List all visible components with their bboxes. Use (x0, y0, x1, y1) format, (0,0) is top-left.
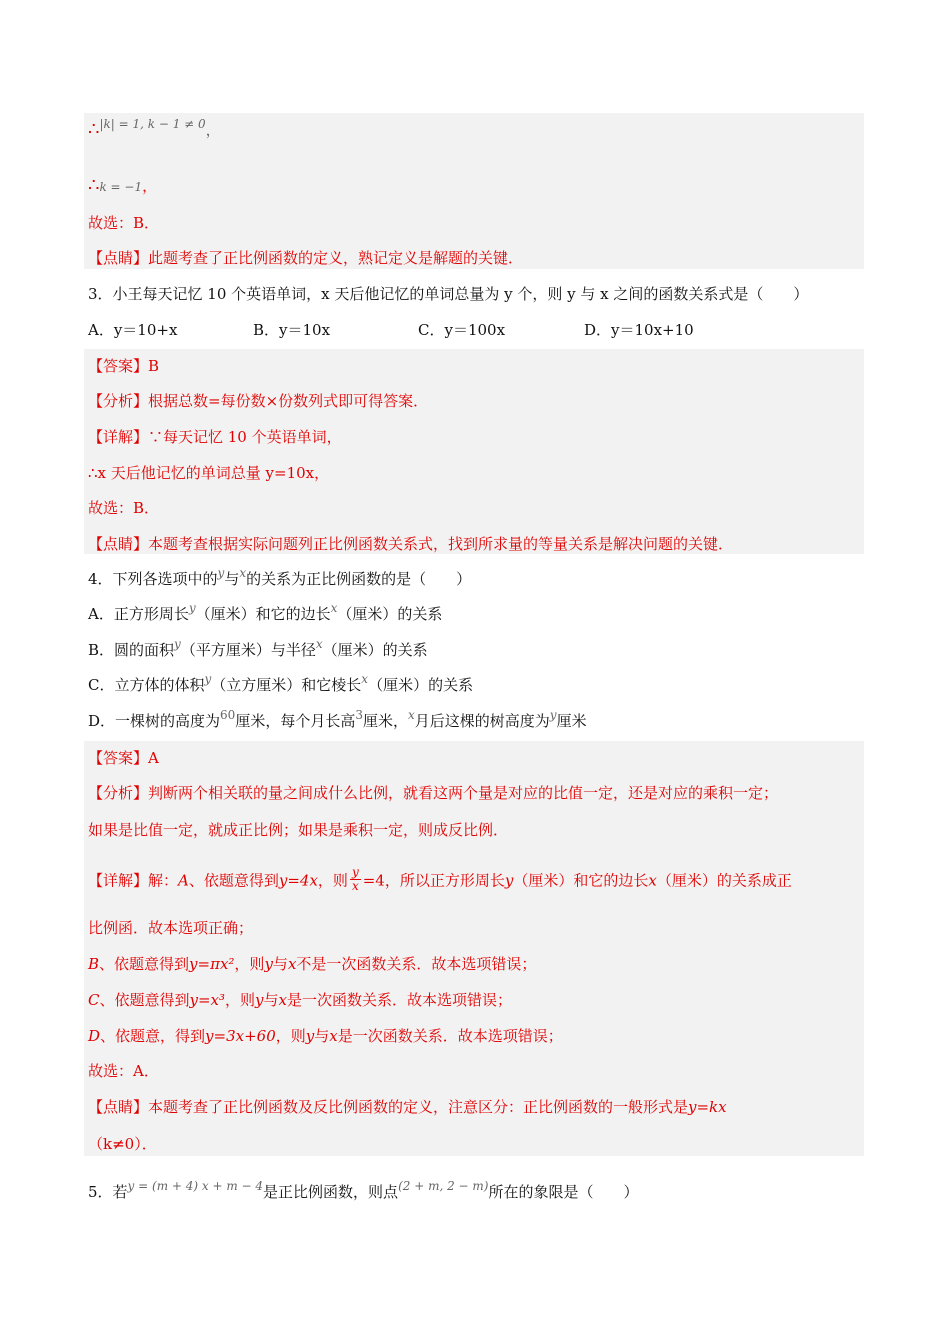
option-text: （厘米）的关系 (322, 641, 428, 659)
detail-text: 不是一次函数关系．故本选项错误； (296, 955, 537, 973)
detail-math: y=x³ (189, 991, 226, 1009)
punctuation: ， (205, 121, 221, 139)
detail-text: A (178, 871, 189, 890)
detail-text: D (88, 1027, 101, 1045)
math-number: 3 (355, 708, 363, 722)
detail-math: y (264, 955, 273, 973)
option-text: （立方厘米）和它棱长 (211, 676, 362, 694)
detail-text: ，则 (275, 1027, 306, 1045)
question-4-stem (88, 566, 472, 590)
question-3-option-a: A．y＝10+x (88, 321, 178, 339)
question-4-option-b (88, 637, 428, 661)
detail-math: x (287, 955, 297, 973)
detail-text: 、依题意得到 (188, 871, 279, 890)
stem-text: 与 (224, 570, 240, 588)
solution-4-b-line (88, 954, 536, 974)
detail-math: y (504, 871, 514, 890)
option-text: B．圆的面积 (88, 641, 175, 659)
detail-math: y (305, 1027, 315, 1045)
detail-text: 是一次函数关系．故本选项错误； (337, 1027, 563, 1045)
question-5-stem (88, 1179, 639, 1203)
detail-text: B (88, 955, 100, 973)
tip-text: 【点睛】本题考查了正比例函数及反比例函数的定义，注意区分：正比例函数的一般形式是 (88, 1098, 689, 1116)
detail-text: 与 (272, 955, 288, 973)
detail-text: 【详解】解： (88, 871, 179, 890)
detail-text: =4，所以正方形周长 (362, 871, 505, 890)
option-text: （厘米）的关系 (368, 676, 474, 694)
math-var: y (188, 601, 196, 615)
solution-4-analysis-1: 【分析】判断两个相关联的量之间成什么比例，就看这两个量是对应的比值一定，还是对应的乘积一定； (88, 784, 779, 802)
math-var: y (217, 566, 225, 580)
detail-text: 、依题意得到 (99, 991, 190, 1009)
option-text: 月后这棵的树高度为 (414, 712, 550, 730)
option-text: 厘米， (362, 712, 408, 730)
question-4-option-d (88, 708, 587, 732)
option-text: （平方厘米）与半径 (180, 641, 316, 659)
detail-text: 与 (314, 1027, 330, 1045)
detail-math: y=3x+60 (205, 1027, 276, 1045)
detail-text: C (88, 991, 100, 1009)
detail-text: ，则 (234, 955, 265, 973)
math-var: x (330, 601, 338, 615)
math-expression: (2 + m, 2 − m) (398, 1179, 489, 1193)
solution-3-detail: 【详解】∵每天记忆 10 个英语单词， (88, 428, 342, 446)
option-text: 厘米 (556, 712, 587, 730)
option-text: D．一棵树的高度为 (88, 712, 221, 730)
option-text: （厘米）和它的边长 (195, 605, 331, 623)
solution-4-c-line (88, 990, 512, 1010)
math-var: y (204, 672, 212, 686)
solution-2-tip: 【点睛】此题考查了正比例函数的定义，熟记定义是解题的关键． (88, 249, 524, 267)
math-var: x (407, 708, 415, 722)
stem-text: 的关系为正比例函数的是（ ） (246, 570, 472, 588)
solution-4-tip-2: （k≠0）． (88, 1135, 157, 1153)
math-var: x (315, 637, 323, 651)
detail-math: x (648, 871, 657, 890)
detail-text: 、依题意，得到 (100, 1027, 206, 1045)
question-3-option-b: B．y＝10x (253, 321, 331, 339)
solution-4-tip-1 (88, 1097, 727, 1117)
question-4-option-a (88, 601, 443, 625)
option-text: C．立方体的体积 (88, 676, 205, 694)
solution-2-step-1: ∴$^{|k| = 1, k - 1 \ne 0}$， (88, 117, 221, 140)
detail-text: 与 (263, 991, 279, 1009)
solution-3-analysis: 【分析】根据总数=每份数×份数列式即可得答案． (88, 392, 429, 410)
math-var: x (239, 566, 247, 580)
detail-text: ，则 (317, 871, 348, 890)
solution-3-tip: 【点睛】本题考查根据实际问题列正比例函数关系式，找到所求量的等量关系是解决问题的关键． (88, 535, 734, 553)
math-expression: |k| = 1, k − 1 ≠ 0 (99, 117, 206, 131)
detail-text: （厘米）的关系成正 (656, 871, 792, 890)
question-3-option-d: D．y＝10x+10 (584, 321, 694, 339)
question-4-option-c (88, 672, 474, 696)
stem-text: 4．下列各选项中的 (88, 570, 218, 588)
detail-text: （厘米）和它的边长 (513, 871, 649, 890)
solution-4-d-line (88, 1026, 563, 1046)
solution-4-detail-1 (88, 865, 792, 895)
stem-text: 所在的象限是（ ） (488, 1183, 639, 1201)
punctuation: ， (142, 177, 158, 195)
math-var: y (174, 637, 181, 651)
solution-4-analysis-2: 如果是比值一定，就成正比例；如果是乘积一定，则成反比例． (88, 821, 509, 839)
solution-3-block (84, 349, 864, 554)
option-text: （厘米）的关系 (337, 605, 443, 623)
fraction-denominator: x (351, 879, 359, 893)
stem-text: 5．若 (88, 1183, 128, 1201)
option-text: A．正方形周长 (88, 605, 189, 623)
question-3-option-c: C．y＝100x (418, 321, 506, 339)
tip-math: y=kx (688, 1098, 727, 1116)
detail-math: x (278, 991, 287, 1009)
math-expression: k = −1 (99, 180, 143, 194)
detail-math: y=4x (278, 871, 318, 890)
solution-4-answer: 【答案】A (88, 749, 159, 767)
question-3-stem: 3．小王每天记忆 10 个英语单词，x 天后他记忆的单词总量为 y 个，则 y 与 x 之间的函数关系式是（ ） (88, 285, 809, 303)
therefore-text: x 天后他记忆的单词总量 y=10x， (97, 464, 330, 482)
math-expression: y = (m + 4) x + m − 4 (127, 1179, 264, 1193)
detail-text: 是一次函数关系．故本选项错误； (287, 991, 513, 1009)
solution-3-select: 故选：B． (88, 499, 160, 517)
stem-text: 是正比例函数，则点 (263, 1183, 399, 1201)
fraction-y-over-x (350, 866, 361, 893)
solution-3-therefore: ∴x 天后他记忆的单词总量 y=10x， (88, 464, 330, 482)
math-var: x (361, 672, 369, 686)
detail-math: y (255, 991, 264, 1009)
option-text: 厘米，每个月长高 (235, 712, 356, 730)
detail-text: 、依题意得到 (99, 955, 190, 973)
solution-4-select: 故选：A． (88, 1062, 159, 1080)
solution-4-detail-2: 比例函．故本选项正确； (88, 919, 254, 937)
solution-2-step-2: ∴k = −1， (88, 175, 158, 196)
solution-3-answer: 【答案】B (88, 357, 160, 375)
detail-math: y=πx² (189, 955, 235, 973)
fraction-numerator: y (351, 865, 359, 879)
detail-math: x (329, 1027, 338, 1045)
detail-text: ，则 (225, 991, 256, 1009)
solution-2-select: 故选：B． (88, 214, 160, 232)
math-number: 60 (220, 708, 236, 722)
solution-4-block (84, 741, 864, 1156)
math-var: y (549, 708, 557, 722)
